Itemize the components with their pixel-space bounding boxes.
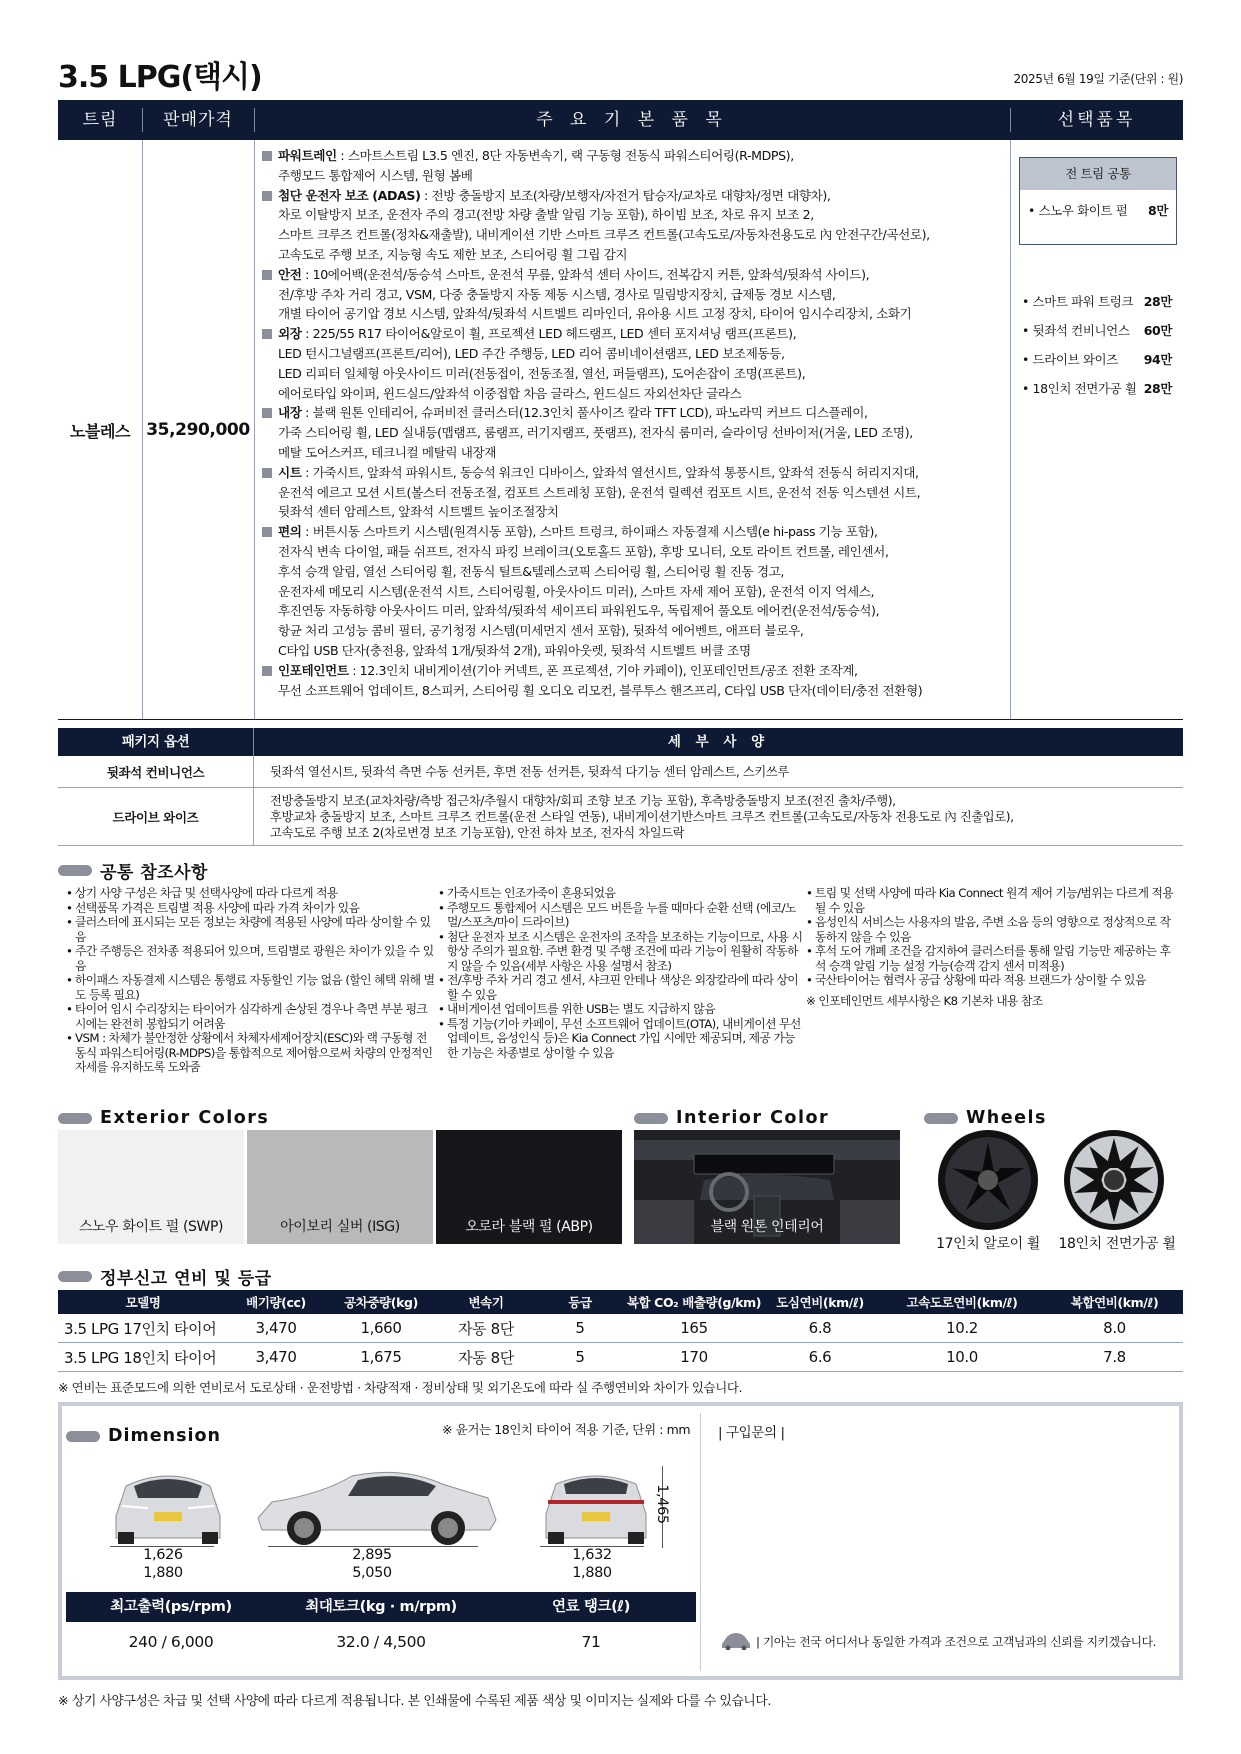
fuel-cell: 5 (575, 1319, 585, 1337)
note-item: • 전/후방 주차 거리 경고 센서, 샤크핀 안테나 색상은 외장칼라에 따라 상이할 수 있음 (438, 973, 804, 1002)
note-item: • 클러스터에 표시되는 모든 정보는 차량에 적용된 사양에 따라 상이할 수 있음 (66, 915, 436, 944)
note-item: • 선택품목 가격은 트림별 적용 사양에 따라 가격 차이가 있음 (66, 901, 436, 916)
wheelbase: 2,895 (352, 1547, 392, 1563)
common-notes-title (58, 858, 208, 883)
color-swatch-black (436, 1130, 622, 1244)
color-name: 스노우 화이트 펄 (SWP) (78, 1219, 224, 1235)
feature-label: 편의 (278, 524, 302, 540)
feature-item (262, 186, 1002, 265)
overall-height: 1,465 (654, 1484, 670, 1524)
interior-image (634, 1130, 900, 1244)
bullet-square-icon (262, 191, 272, 201)
fuel-table-body (58, 1314, 1183, 1372)
trim-price: 35,290,000 (146, 420, 250, 440)
fuel-header-cell: 도심연비(km/ℓ) (776, 1295, 864, 1310)
fuel-header-cell: 복합연비(km/ℓ) (1070, 1295, 1159, 1310)
note-item: • 첨단 운전자 보조 시스템은 운전자의 조작을 보조하는 기능이므로, 사용 시 항상 주의가 필요함. 주변 환경 및 주행 조건에 따라 기능이 원활히 작동하지 않을 수 있음(세부 사항은 사용 설명서 참조) (438, 930, 804, 974)
fuel-cell: 7.8 (1103, 1348, 1126, 1366)
fuel-row (58, 1314, 1183, 1343)
header-price: 판매가격 (163, 110, 233, 130)
spec-head-fuel-tank: 연료 탱크(ℓ) (552, 1599, 630, 1615)
bullet-square-icon (262, 329, 272, 339)
option-name: • 드라이브 와이즈 (1022, 352, 1118, 367)
fuel-cell: 8.0 (1103, 1319, 1126, 1337)
purchase-inquiry-label: | 구입문의 | (718, 1425, 785, 1441)
dimension-note: ※ 윤거는 18인치 타이어 적용 기준, 단위 : mm (442, 1422, 691, 1437)
fuel-row (58, 1343, 1183, 1372)
package-row (58, 788, 1183, 846)
note-item: • 가죽시트는 인조가죽이 혼용되었음 (438, 886, 804, 901)
option-item (1022, 350, 1172, 368)
fuel-title (58, 1264, 272, 1289)
feature-item (262, 265, 1002, 324)
feature-item (262, 522, 1002, 661)
bullet-square-icon (262, 666, 272, 676)
feature-item (262, 403, 1002, 462)
option-price: 28만 (1143, 381, 1172, 396)
note-item: • 국산타이어는 협력사 공급 상황에 따라 적용 브랜드가 상이할 수 있음 (806, 973, 1176, 988)
fuel-cell: 165 (680, 1319, 708, 1337)
header-trim: 트림 (82, 110, 118, 130)
common-option-head: 전 트림 공통 (1020, 158, 1176, 190)
fuel-header-cell: 변속기 (468, 1295, 504, 1310)
fuel-header-cell: 공차중량(kg) (344, 1295, 418, 1310)
feature-label: 외장 (278, 326, 302, 342)
feature-label: 파워트레인 (278, 148, 337, 163)
fuel-table-header (58, 1290, 1183, 1314)
notes-col2 (438, 886, 804, 1060)
spec-torque: 32.0 / 4,500 (336, 1633, 426, 1651)
engine-spec-values (66, 1622, 696, 1662)
option-item (1022, 321, 1172, 339)
feature-list (262, 146, 1002, 700)
car-front-view (108, 1456, 228, 1546)
note-item: • 주행모드 통합제어 시스템은 모드 버튼을 누를 때마다 순환 선택 (에코/노멀/스포츠/마이 드라이브) (438, 901, 804, 930)
common-option-name: • 스노우 화이트 펄 (1028, 203, 1128, 218)
notes-col3 (806, 886, 1176, 1008)
feature-continued: 운전석 에르고 모션 시트(볼스터 전동조절, 컴포트 스트레칭 포함), 운전석 릴렉션 컴포트 시트, 운전석 전동 익스텐션 시트, 뒷좌석 센터 암레스트, 앞좌석 시트벨트 높이조절장치 (278, 484, 921, 520)
feature-continued: 무선 소프트웨어 업데이트, 8스피커, 스티어링 휠 오디오 리모컨, 블루투스 핸즈프리, C타입 USB 단자(데이터/충전 전환형) (278, 682, 923, 698)
fuel-cell: 3,470 (255, 1319, 297, 1337)
option-item (1022, 379, 1172, 397)
fuel-cell: 자동 8단 (458, 1348, 514, 1367)
spec-head-power: 최고출력(ps/rpm) (110, 1599, 232, 1615)
header-features: 주 요 기 본 품 목 (536, 110, 728, 130)
section-title: Wheels (966, 1108, 1047, 1128)
header-options: 선택품목 (1057, 110, 1136, 130)
fuel-cell: 자동 8단 (458, 1319, 514, 1338)
car-rear-view (538, 1456, 654, 1546)
note-item: • 트림 및 선택 사양에 따라 Kia Connect 원격 제어 기능/범위는 다르게 적용될 수 있음 (806, 886, 1176, 915)
color-swatch-silver (247, 1130, 433, 1244)
note-item: • 주간 주행등은 전차종 적용되어 있으며, 트림별로 광원은 차이가 있을 수 있음 (66, 944, 436, 973)
option-name: • 뒷좌석 컨비니언스 (1022, 323, 1130, 338)
bullet-square-icon (262, 527, 272, 537)
fuel-cell: 10.2 (946, 1319, 978, 1337)
feature-text: : 가죽시트, 앞좌석 파워시트, 동승석 워크인 디바이스, 앞좌석 열선시트, 앞좌석 통풍시트, 앞좌석 전동식 허리지지대, (301, 464, 919, 480)
main-table-header (58, 100, 1183, 140)
rear-width: 1,880 (572, 1565, 612, 1581)
package-head-detail: 세 부 사 양 (667, 734, 770, 750)
feature-continued: 가죽 스티어링 휠, LED 실내등(맵램프, 룸램프, 러기지램프, 풋램프), 전자식 룸미러, 슬라이딩 선바이저(거울, LED 조명), 메탈 도어스커프, 테크니컬 메탈릭 내장재 (278, 425, 913, 460)
option-item (1022, 292, 1172, 310)
common-option-price: 8만 (1148, 203, 1168, 218)
spec-fuel-tank: 71 (581, 1633, 601, 1651)
feature-text: : 225/55 R17 타이어&알로이 휠, 프로젝션 LED 헤드램프, LED 센터 포지셔닝 램프(프론트), (301, 326, 797, 342)
fuel-note: ※ 연비는 표준모드에 의한 연비로서 도로상태 · 운전방법 · 차량적재 · 정비상태 및 외기온도에 따라 실 주행연비와 차이가 있습니다. (58, 1380, 743, 1395)
color-swatch-white (58, 1130, 244, 1244)
kia-trust-message: | 기아는 전국 어디서나 동일한 가격과 조건으로 고객님과의 신뢰를 지키겠습니다. (756, 1635, 1156, 1649)
spec-head-torque: 최대토크(kg · m/rpm) (305, 1599, 457, 1615)
feature-continued: LED 턴시그널램프(프론트/리어), LED 주간 주행등, LED 리어 콤비네이션램프, LED 보조제동등, LED 리피터 일체형 아웃사이드 미러(전동접이, 전동조절, 열선, 퍼들램프), 도어손잡이 조명(프론트), 에어로타입 와이퍼, 윈드실드/앞좌석 이중접합 차음 글라스, 윈드실드 자외선차단 글라스 (278, 345, 806, 401)
front-track: 1,626 (143, 1547, 183, 1563)
wheel-name: 18인치 전면가공 휠 (1058, 1236, 1176, 1252)
fuel-header-cell: 배기량(cc) (246, 1295, 306, 1310)
car-icon (720, 1630, 752, 1650)
option-name: • 스마트 파워 트렁크 (1022, 294, 1134, 309)
feature-item (262, 146, 1002, 186)
fuel-header-cell: 복합 CO₂ 배출량(g/km) (626, 1295, 762, 1310)
fuel-cell: 3.5 LPG 18인치 타이어 (64, 1348, 217, 1367)
wheel-name: 17인치 알로이 휠 (936, 1236, 1040, 1252)
package-row (58, 756, 1183, 788)
note-reference: ※ 인포테인먼트 세부사항은 K8 기본차 내용 참조 (806, 993, 1043, 1008)
section-title: Interior Color (676, 1108, 830, 1128)
interior-color-title (634, 1108, 829, 1128)
feature-item (262, 463, 1002, 522)
feature-text: : 스마트스트림 L3.5 엔진, 8단 자동변속기, 랙 구동형 전동식 파워스티어링(R-MDPS), (336, 148, 794, 163)
feature-text: : 버튼시동 스마트키 시스템(원격시동 포함), 스마트 트렁크, 하이패스 자동결제 시스템(e hi-pass 기능 포함), (301, 524, 878, 540)
package-name: 뒷좌석 컨비니언스 (58, 756, 254, 787)
fuel-cell: 3,470 (255, 1348, 297, 1366)
note-item: • 특정 기능(기아 카페이, 무선 소프트웨어 업데이트(OTA), 내비게이션 무선 업데이트, 음성인식 등)은 Kia Connect 가입 시에만 제공되며, 제공 가능한 기능은 차종별로 상이할 수 있음 (438, 1017, 804, 1061)
dimension-title (66, 1426, 221, 1446)
common-option-box (1019, 157, 1177, 245)
feature-item (262, 324, 1002, 403)
price-date: 2025년 6월 19일 기준(단위 : 원) (1013, 72, 1183, 86)
fuel-cell: 10.0 (946, 1348, 978, 1366)
feature-continued: 차로 이탈방지 보조, 운전자 주의 경고(전방 차량 출발 알림 기능 포함), 하이빔 보조, 차로 유지 보조 2, 스마트 크루즈 컨트롤(정차&재출발), 내비게이션 기반 스마트 크루즈 컨트롤(고속도로/자동차전용도로 內 안전구간/곡선로), 고속도로 주행 보조, 지능형 속도 제한 보조, 스티어링 휠 그립 감지 (278, 207, 930, 262)
section-title: Exterior Colors (100, 1108, 270, 1128)
front-width: 1,880 (143, 1565, 183, 1581)
feature-label: 안전 (278, 266, 302, 282)
feature-item (262, 661, 1002, 701)
fuel-cell: 6.8 (808, 1319, 832, 1337)
car-side-view (252, 1462, 500, 1546)
trim-name: 노블레스 (69, 421, 131, 441)
fuel-header-cell: 모델명 (125, 1295, 161, 1310)
section-title: 정부신고 연비 및 등급 (100, 1269, 272, 1289)
wheel-18-icon (1062, 1128, 1166, 1232)
note-item: • 음성인식 서비스는 사용자의 발음, 주변 소음 등의 영향으로 정상적으로 작동하지 않을 수 있음 (806, 915, 1176, 944)
wheel-17-icon (936, 1128, 1040, 1232)
color-name: 오로라 블랙 펄 (ABP) (465, 1219, 593, 1235)
engine-spec-header (66, 1592, 696, 1622)
note-item: • 상기 사양 구성은 차급 및 선택사양에 따라 다르게 적용 (66, 886, 436, 901)
feature-label: 내장 (278, 405, 302, 421)
fuel-cell: 6.6 (808, 1348, 832, 1366)
page-title: 3.5 LPG(택시) (58, 60, 262, 95)
fuel-cell: 1,675 (360, 1348, 402, 1366)
note-item: • VSM : 차체가 불안정한 상황에서 차체자세제어장치(ESC)와 랙 구동형 전동식 파워스티어링(R-MDPS)을 통합적으로 제어함으로써 차량의 안정적인 자세를 유지하도록 도와줌 (66, 1031, 436, 1075)
option-name: • 18인치 전면가공 휠 (1022, 381, 1137, 396)
package-table (58, 728, 1183, 846)
option-price: 60만 (1143, 323, 1172, 338)
fuel-table (58, 1290, 1183, 1372)
fuel-cell: 1,660 (360, 1319, 402, 1337)
package-table-header (58, 728, 1183, 756)
feature-label: 시트 (278, 464, 302, 480)
note-item: • 내비게이션 업데이트를 위한 USB는 별도 지급하지 않음 (438, 1002, 804, 1017)
notes-col1 (66, 886, 436, 1075)
feature-label: 인포테인먼트 (278, 662, 349, 678)
overall-length: 5,050 (352, 1565, 392, 1581)
bullet-square-icon (262, 408, 272, 418)
feature-continued: 전/후방 주차 거리 경고, VSM, 다중 충돌방지 자동 제동 시스템, 경사로 밀림방지장치, 급제동 경보 시스템, 개별 타이어 공기압 경보 시스템, 앞좌석/뒷좌석 시트벨트 리마인더, 유아용 시트 고정 장치, 타이어 임시수리장치, 소화기 (278, 286, 912, 322)
feature-continued: 주행모드 통합제어 시스템, 원형 봄베 (278, 167, 473, 183)
wheels-title (924, 1108, 1047, 1128)
rear-track: 1,632 (572, 1547, 612, 1563)
section-title: Dimension (108, 1426, 221, 1446)
fuel-header-cell: 등급 (568, 1295, 592, 1310)
note-item: • 타이어 임시 수리장치는 타이어가 심각하게 손상된 경우나 측면 부분 펑크 시에는 완전히 봉합되기 어려움 (66, 1002, 436, 1031)
option-price: 94만 (1143, 352, 1172, 367)
exterior-colors-title (58, 1108, 269, 1128)
bullet-square-icon (262, 468, 272, 478)
fuel-cell: 3.5 LPG 17인치 타이어 (64, 1319, 217, 1338)
feature-label: 첨단 운전자 보조 (ADAS) (278, 187, 421, 203)
common-option-row (1020, 190, 1176, 230)
package-head-name: 패키지 옵션 (58, 728, 254, 756)
dimension-divider (700, 1413, 701, 1671)
feature-text: : 10에어백(운전석/동승석 스마트, 운전석 무릎, 앞좌석 센터 사이드, 전복감지 커튼, 앞좌석/뒷좌석 사이드), (301, 266, 870, 282)
spec-power: 240 / 6,000 (128, 1633, 214, 1651)
fuel-header-cell: 고속도로연비(km/ℓ) (906, 1295, 1018, 1310)
package-detail: 뒷좌석 열선시트, 뒷좌석 측면 수동 선커튼, 후면 전동 선커튼, 뒷좌석 다기능 센터 암레스트, 스키쓰루 (270, 765, 789, 779)
section-title: 공통 참조사항 (100, 863, 208, 883)
color-name: 아이보리 실버 (ISG) (280, 1219, 400, 1235)
fuel-cell: 5 (575, 1348, 585, 1366)
package-name: 드라이브 와이즈 (58, 788, 254, 845)
package-detail: 전방충돌방지 보조(교차차량/측방 접근차/추월시 대향차/회피 조향 보조 기능 포함), 후측방충돌방지 보조(전진 출차/주행), 후방교차 충돌방지 보조, 스마트 크루즈 컨트롤(운전 스타일 연동), 내비게이션기반스마트 크루즈 컨트롤(고속도로/자동차 전용도로 內 진출입로), 고속도로 주행 보조 2(차로변경 보조 기능포함), 안전 하차 보조, 전자식 차일드락 (270, 794, 1014, 840)
bullet-square-icon (262, 270, 272, 280)
option-price: 28만 (1143, 294, 1172, 309)
note-item: • 하이패스 자동결제 시스템은 통행료 자동할인 기능 없음 (할인 혜택 위해 별도 등록 필요) (66, 973, 436, 1002)
bullet-square-icon (262, 151, 272, 161)
feature-text: : 블랙 원톤 인테리어, 슈퍼비전 클러스터(12.3인치 풀사이즈 칼라 TFT LCD), 파노라믹 커브드 디스플레이, (301, 405, 868, 421)
feature-continued: 전자식 변속 다이얼, 패들 쉬프트, 전자식 파킹 브레이크(오토홀드 포함), 후방 모니터, 오토 라이트 컨트롤, 레인센서, 후석 승객 알림, 열선 스티어링 휠, 전동식 틸트&텔레스코픽 스티어링 휠, 스티어링 휠 진동 경고, 운전자세 메모리 시스템(운전석 시트, 스티어링휠, 아웃사이드 미러), 스마트 자세 제어 포함), 운전석 이지 억세스, 후진연동 자동하향 아웃사이드 미러, 앞좌석/뒷좌석 세이프티 파워윈도우, 독립제어 풀오토 에어컨(운전석/동승석), 항균 처리 고성능 콤비 필터, 공기청정 시스템(미세먼지 센서 포함), 뒷좌석 에어벤트, 애프터 블로우, C타입 USB 단자(충전용, 앞좌석 1개/뒷좌석 2개), 파워아웃렛, 뒷좌석 시트벨트 버클 조명 (278, 543, 889, 658)
fuel-cell: 170 (680, 1348, 708, 1366)
feature-text: : 전방 충돌방지 보조(차량/보행자/자전거 탑승자/교차로 대향차/정면 대향차), (420, 187, 831, 203)
note-item: • 후석 도어 개폐 조건을 감지하여 클러스터를 통해 알림 기능만 제공하는 후석 승객 알림 기능 설정 가능(승객 감지 센서 미적용) (806, 944, 1176, 973)
feature-text: : 12.3인치 내비게이션(기아 커넥트, 폰 프로젝션, 기아 카페이), 인포테인먼트/공조 전환 조작계, (348, 662, 858, 678)
color-name: 블랙 원톤 인테리어 (710, 1219, 824, 1235)
footer-note: ※ 상기 사양구성은 차급 및 선택 사양에 따라 다르게 적용됩니다. 본 인쇄물에 수록된 제품 색상 및 이미지는 실제와 다를 수 있습니다. (58, 1694, 772, 1709)
